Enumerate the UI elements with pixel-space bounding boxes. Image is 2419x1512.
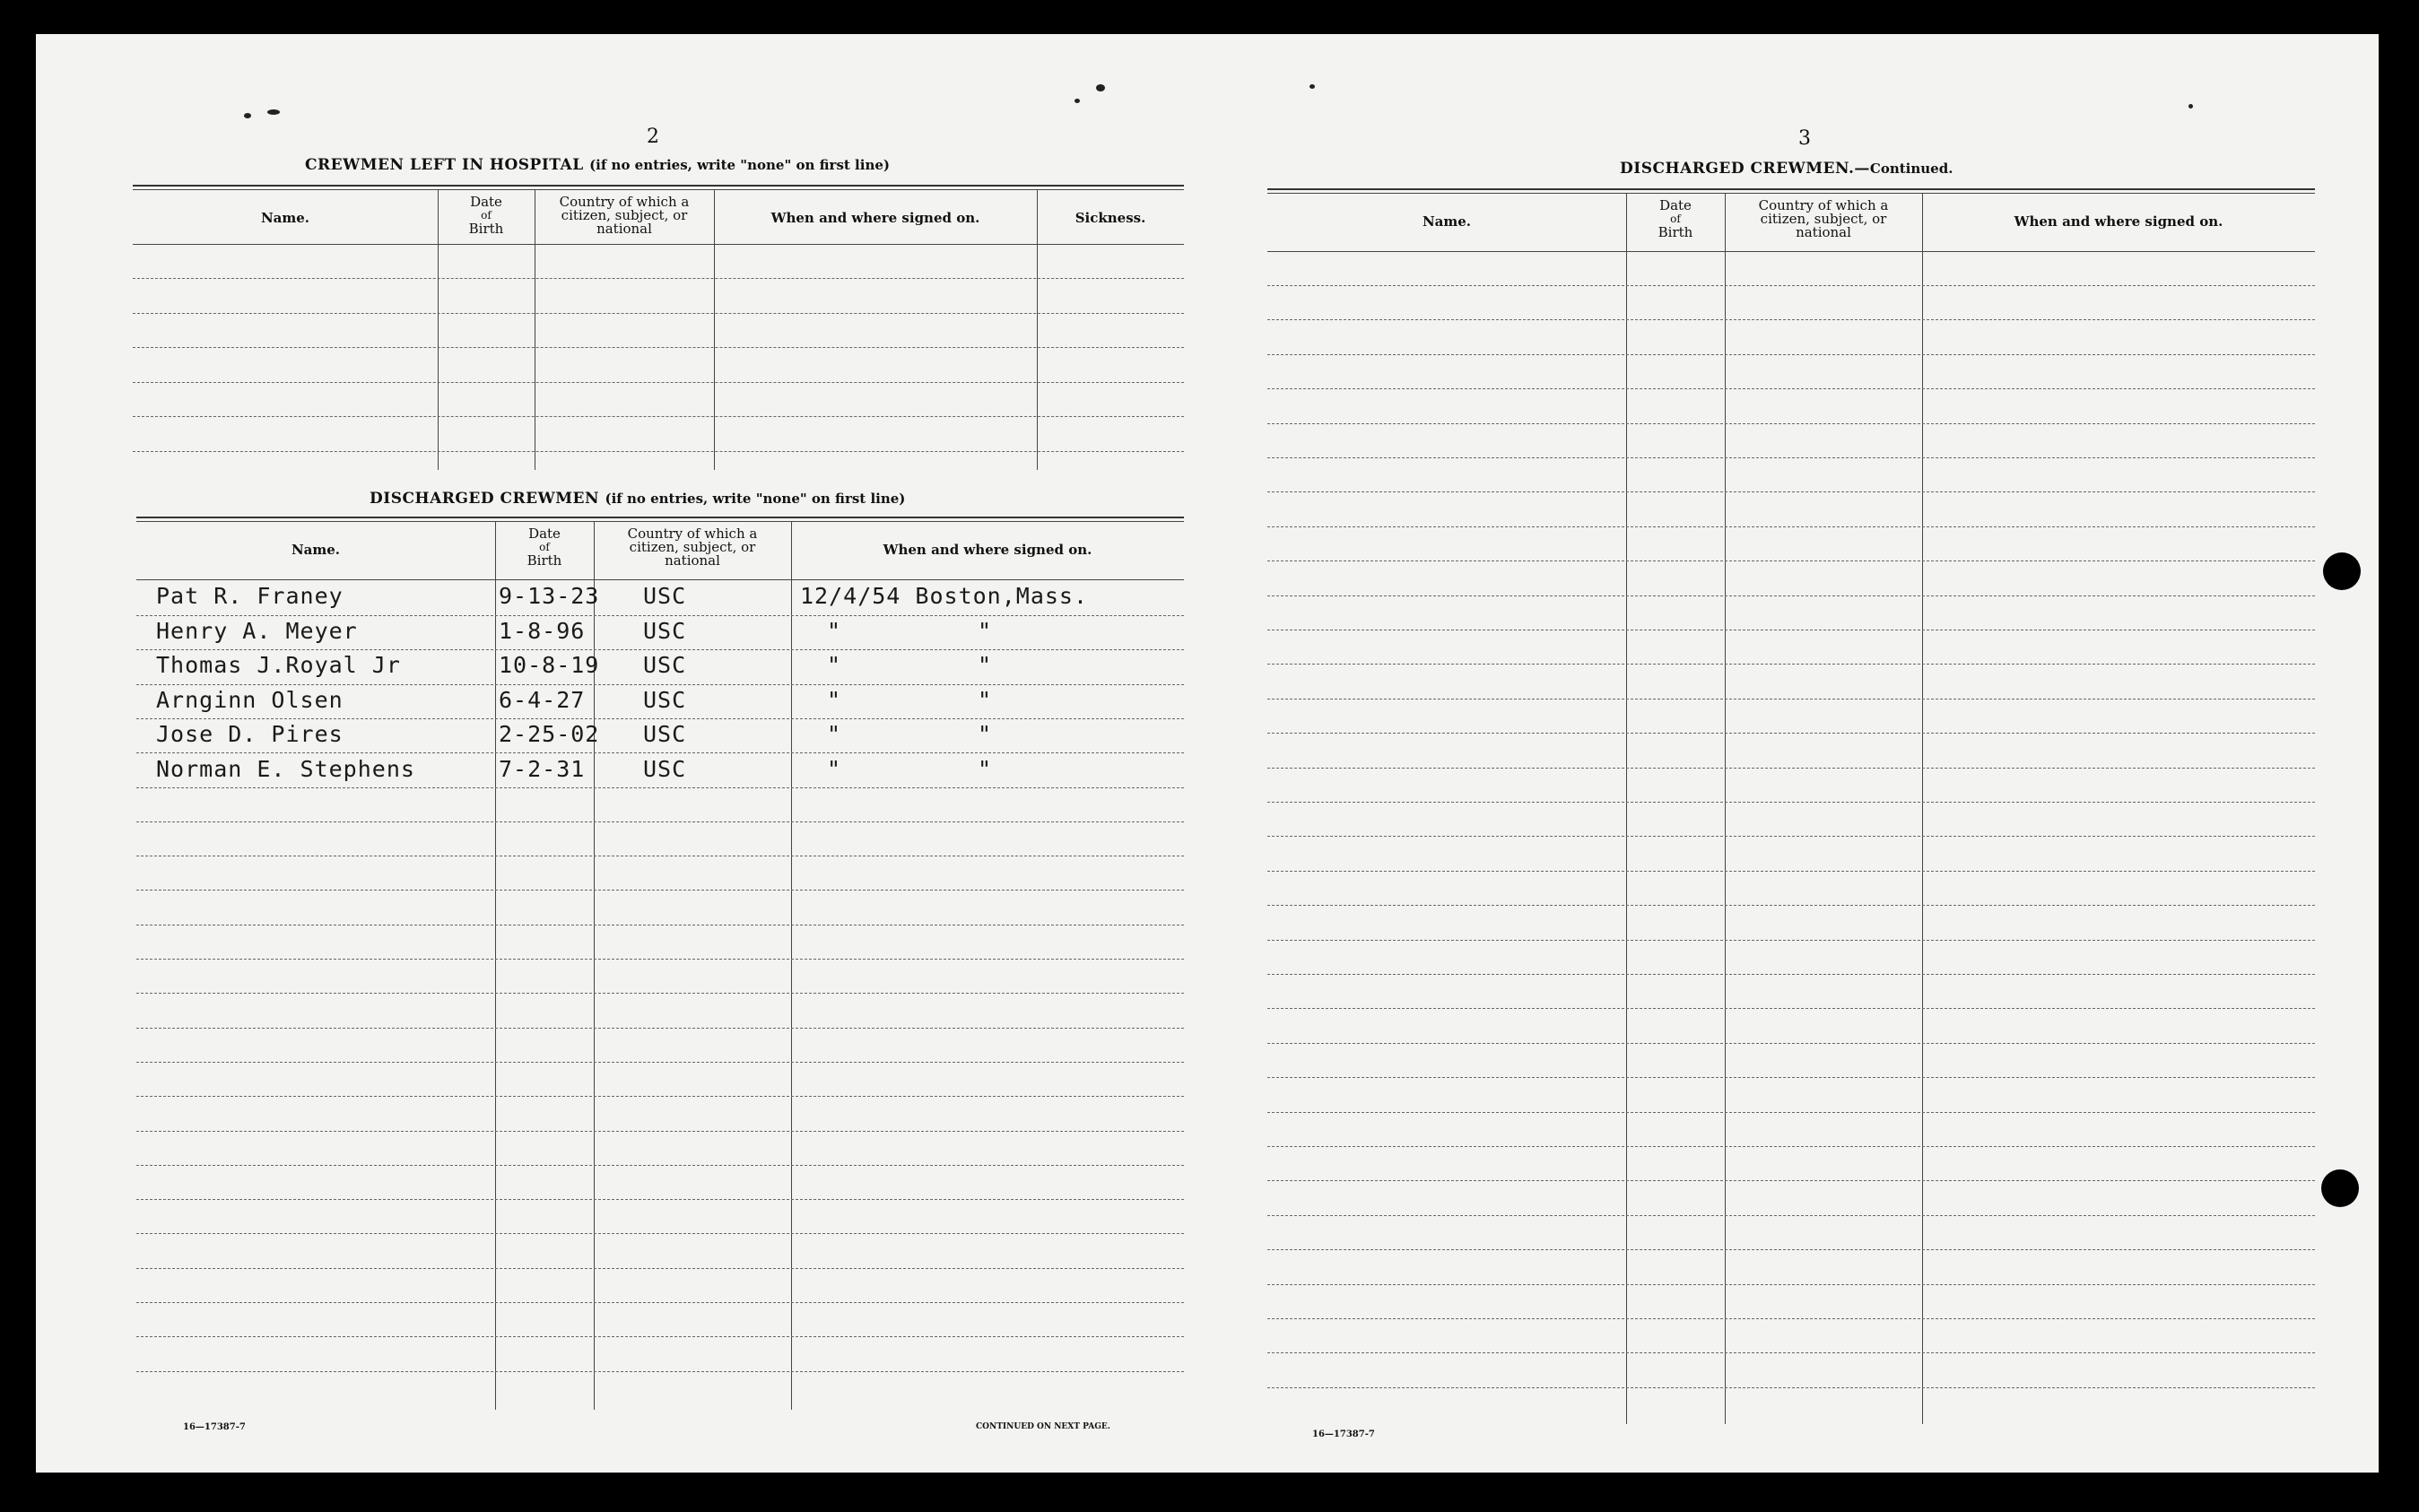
col-header-signed: When and where signed on. xyxy=(2014,213,2223,230)
ruled-line xyxy=(1267,802,2315,803)
ruled-line xyxy=(1267,664,2315,665)
header-line: Birth xyxy=(1658,224,1693,240)
ruled-line xyxy=(1267,457,2315,458)
table-top-rule xyxy=(136,517,1184,518)
ruled-line xyxy=(1267,699,2315,700)
hospital-section-title xyxy=(305,156,890,174)
crewman-signed-on-ditto: " xyxy=(978,755,993,782)
header-line: citizen, subject, or xyxy=(629,539,756,555)
table-top-rule xyxy=(133,185,1184,187)
ruled-line xyxy=(136,959,1184,960)
ruled-line xyxy=(1267,319,2315,320)
crewman-dob: 7-2-31 xyxy=(499,755,586,782)
ruled-line xyxy=(1267,1008,2315,1009)
crewman-signed-on: 12/4/54 Boston,Mass. xyxy=(800,583,1089,609)
column-divider xyxy=(1037,190,1038,470)
hospital-title-text: CREWMEN LEFT IN HOSPITAL xyxy=(305,156,584,174)
ruled-line xyxy=(136,993,1184,994)
continued-note: CONTINUED ON NEXT PAGE. xyxy=(976,1422,1110,1431)
col-header-dob xyxy=(1626,199,1725,239)
speck xyxy=(2188,104,2193,109)
speck xyxy=(1075,99,1080,103)
header-line: citizen, subject, or xyxy=(561,207,688,223)
crewman-dob: 9-13-23 xyxy=(499,583,600,609)
crewman-name: Henry A. Meyer xyxy=(156,617,358,644)
page-number: 2 xyxy=(647,126,659,148)
ruled-line xyxy=(136,1165,1184,1166)
ruled-line xyxy=(1267,423,2315,424)
ruled-line xyxy=(1267,836,2315,837)
crewman-signed-on: " xyxy=(827,721,842,747)
ruled-line xyxy=(133,313,1184,314)
ruled-line xyxy=(1267,1284,2315,1285)
ruled-line xyxy=(1267,871,2315,872)
speck xyxy=(1310,84,1315,89)
crewman-country: USC xyxy=(643,617,687,644)
col-header-signed: When and where signed on. xyxy=(883,542,1092,558)
ruled-line xyxy=(1267,1387,2315,1388)
table-top-rule-thin xyxy=(1267,193,2315,194)
column-divider xyxy=(1922,194,1923,1424)
column-divider xyxy=(1626,194,1627,1424)
discharged-title-text: DISCHARGED CREWMEN xyxy=(370,490,600,508)
ruled-line xyxy=(1267,560,2315,561)
ruled-line xyxy=(136,718,1184,719)
hospital-instruction: (if no entries, write "none" on first line) xyxy=(589,157,890,173)
crewman-country: USC xyxy=(643,721,687,747)
crewman-name: Norman E. Stephens xyxy=(156,755,415,782)
ruled-line xyxy=(1267,1180,2315,1181)
table-top-rule-thin xyxy=(133,189,1184,190)
ruled-line xyxy=(1267,491,2315,492)
header-line: national xyxy=(1796,224,1851,240)
ruled-line xyxy=(133,382,1184,383)
ruled-line xyxy=(136,1062,1184,1063)
ruled-line xyxy=(136,649,1184,650)
ruled-line xyxy=(136,1028,1184,1029)
column-divider xyxy=(791,522,792,1410)
crewman-signed-on: " xyxy=(827,652,842,678)
ruled-line xyxy=(133,416,1184,417)
header-line: Birth xyxy=(468,221,504,237)
crewman-name: Pat R. Franey xyxy=(156,583,344,609)
table-top-rule xyxy=(1267,188,2315,190)
crewman-signed-on: " xyxy=(827,686,842,713)
header-line: Date xyxy=(528,526,561,542)
ruled-line xyxy=(1267,1043,2315,1044)
crewman-dob: 10-8-19 xyxy=(499,652,600,678)
discharged-section-title xyxy=(370,490,905,508)
ruled-line xyxy=(1267,354,2315,355)
ruled-line xyxy=(136,1371,1184,1372)
ruled-line xyxy=(133,347,1184,348)
header-line: of xyxy=(1670,213,1681,225)
col-header-name: Name. xyxy=(291,542,341,558)
ruled-line xyxy=(1267,768,2315,769)
ruled-line xyxy=(1267,940,2315,941)
crewman-signed-on: " xyxy=(827,755,842,782)
ruled-line xyxy=(133,451,1184,452)
crewman-signed-on-ditto: " xyxy=(978,652,993,678)
header-line: Country of which a xyxy=(627,526,758,542)
ruled-line xyxy=(136,787,1184,788)
ruled-line xyxy=(136,684,1184,685)
ruled-line xyxy=(136,890,1184,891)
column-divider xyxy=(495,522,496,1410)
speck xyxy=(267,109,280,115)
header-line: Country of which a xyxy=(559,194,690,210)
ruled-line xyxy=(1267,1249,2315,1250)
ruled-line xyxy=(136,821,1184,822)
right-page xyxy=(1267,88,2357,1451)
ruled-line xyxy=(1267,388,2315,389)
column-divider xyxy=(438,190,439,470)
col-header-name: Name. xyxy=(260,210,310,226)
col-header-country xyxy=(1725,199,1922,239)
header-line: national xyxy=(596,221,652,237)
discharged-continued-table xyxy=(1267,188,2315,1424)
ruled-line xyxy=(136,752,1184,753)
col-header-country xyxy=(594,527,791,568)
crewman-signed-on-ditto: " xyxy=(978,686,993,713)
ruled-line xyxy=(1267,526,2315,527)
col-header-dob xyxy=(438,196,535,236)
ruled-line xyxy=(136,1268,1184,1269)
speck xyxy=(1096,84,1105,91)
ruled-line xyxy=(136,1233,1184,1234)
page-number: 3 xyxy=(1798,127,1811,150)
ruled-line xyxy=(1267,905,2315,906)
ruled-line xyxy=(133,278,1184,279)
crewman-country: USC xyxy=(643,755,687,782)
ruled-line xyxy=(136,1336,1184,1337)
ruled-line xyxy=(136,1131,1184,1132)
form-number: 16—17387-7 xyxy=(1312,1429,1375,1439)
header-bottom-rule xyxy=(133,244,1184,245)
col-header-name: Name. xyxy=(1422,213,1472,230)
binder-hole xyxy=(2323,552,2361,590)
right-section-title xyxy=(1620,160,1953,178)
column-divider xyxy=(714,190,715,470)
crewman-country: USC xyxy=(643,686,687,713)
header-bottom-rule xyxy=(136,579,1184,580)
right-title-text: DISCHARGED CREWMEN.— xyxy=(1620,160,1870,178)
crewman-name: Jose D. Pires xyxy=(156,721,344,747)
crewman-dob: 1-8-96 xyxy=(499,617,586,644)
header-line: Country of which a xyxy=(1758,197,1889,213)
crewman-signed-on: " xyxy=(827,617,842,644)
ruled-line xyxy=(136,1096,1184,1097)
ruled-line xyxy=(1267,595,2315,596)
right-title-suffix: Continued. xyxy=(1869,161,1953,177)
ruled-line xyxy=(1267,1077,2315,1078)
column-divider xyxy=(1725,194,1726,1424)
header-line: Date xyxy=(470,194,502,210)
col-header-sickness: Sickness. xyxy=(1075,210,1146,226)
header-bottom-rule xyxy=(1267,251,2315,252)
ruled-line xyxy=(1267,1352,2315,1353)
col-header-signed: When and where signed on. xyxy=(770,210,980,226)
header-line: of xyxy=(481,209,492,222)
crewman-name: Thomas J.Royal Jr xyxy=(156,652,401,678)
ruled-line xyxy=(1267,1215,2315,1216)
hospital-table xyxy=(133,185,1184,470)
crewman-dob: 2-25-02 xyxy=(499,721,600,747)
left-page xyxy=(97,88,1187,1451)
ruled-line xyxy=(1267,1318,2315,1319)
crewman-signed-on-ditto: " xyxy=(978,617,993,644)
header-line: Birth xyxy=(526,552,562,569)
col-header-dob xyxy=(495,527,594,568)
ruled-line xyxy=(1267,285,2315,286)
crewman-dob: 6-4-27 xyxy=(499,686,586,713)
crewman-country: USC xyxy=(643,583,687,609)
header-line: of xyxy=(539,541,550,553)
header-line: national xyxy=(665,552,720,569)
crewman-country: USC xyxy=(643,652,687,678)
ruled-line xyxy=(1267,733,2315,734)
ruled-line xyxy=(1267,1146,2315,1147)
binder-hole xyxy=(2321,1169,2359,1207)
paper-sheet xyxy=(36,34,2379,1473)
header-line: Date xyxy=(1659,197,1692,213)
crewman-name: Arnginn Olsen xyxy=(156,686,344,713)
discharged-instruction: (if no entries, write "none" on first line) xyxy=(605,491,906,507)
crewman-signed-on-ditto: " xyxy=(978,721,993,747)
speck xyxy=(244,113,251,118)
ruled-line xyxy=(136,615,1184,616)
discharged-table xyxy=(136,517,1184,1410)
table-top-rule-thin xyxy=(136,521,1184,522)
ruled-line xyxy=(136,1302,1184,1303)
ruled-line xyxy=(1267,974,2315,975)
ruled-line xyxy=(136,1199,1184,1200)
header-line: citizen, subject, or xyxy=(1760,211,1887,227)
form-number: 16—17387-7 xyxy=(183,1422,246,1432)
ruled-line xyxy=(1267,1112,2315,1113)
col-header-country xyxy=(535,196,714,236)
